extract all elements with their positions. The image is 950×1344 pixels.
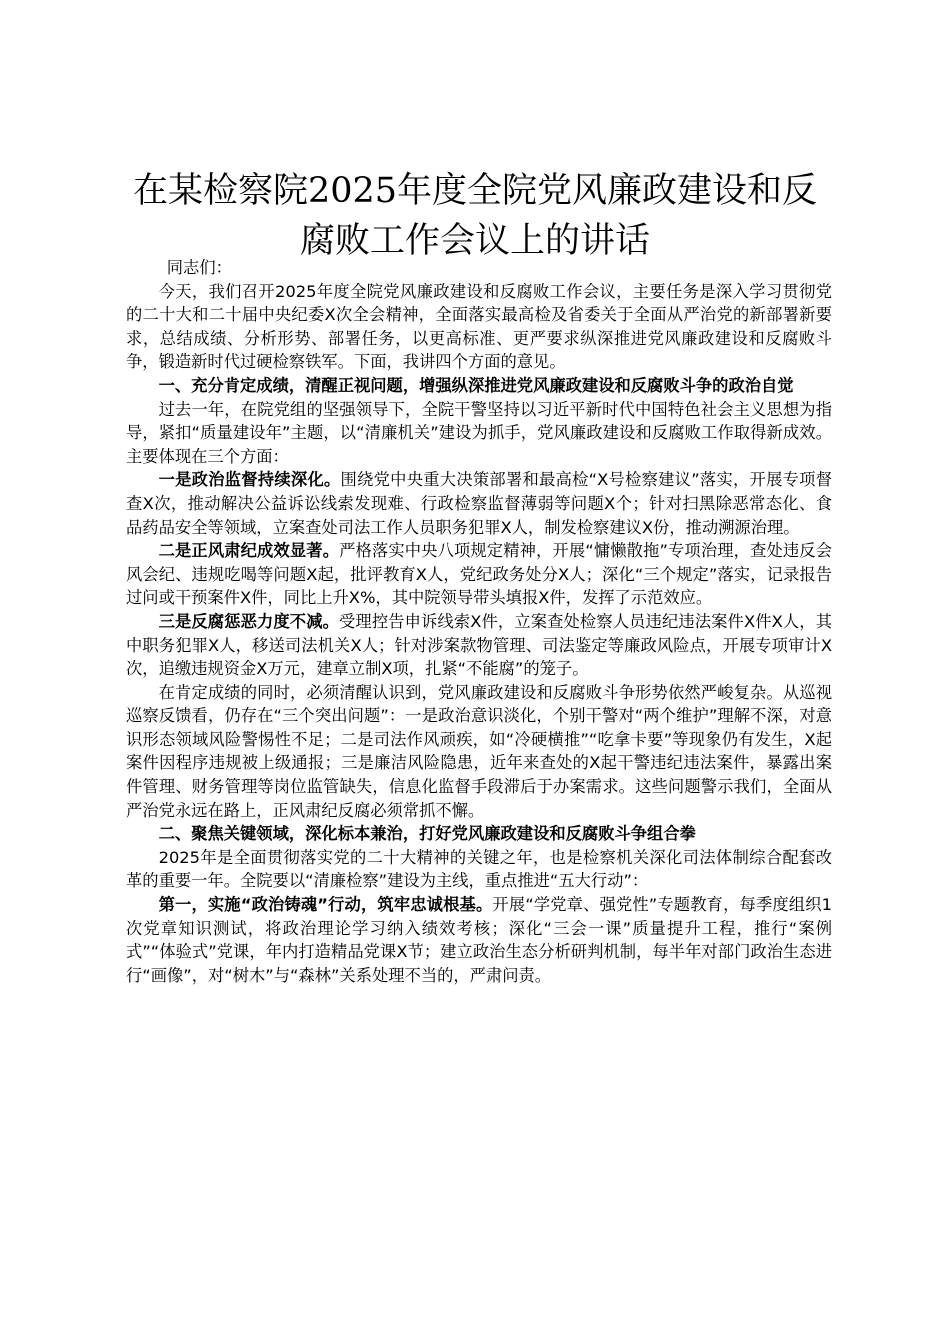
- paragraph-lead: 三是反腐惩恶力度不减。: [158, 611, 340, 631]
- document-title: [110, 166, 840, 266]
- paragraph-lead: 第一，实施“政治铸魂”行动，筑牢忠诚根基。: [158, 895, 493, 915]
- paragraph-lead: 一是政治监督持续深化。: [158, 470, 341, 490]
- document-body: [126, 256, 832, 987]
- title-line-1: 在某检察院2025年度全院党风廉政建设和反: [132, 171, 818, 211]
- section-heading-2: 二、聚焦关键领域，深化标本兼治，打好党风廉政建设和反腐败斗争组合拳: [158, 824, 696, 844]
- paragraph-problems: 在肯定成绩的同时，必须清醒认识到，党风廉政建设和反腐败斗争形势依然严峻复杂。从巡视巡察反馈看，仍存在“三个突出问题”：一是政治意识淡化，个别干警对“两个维护”理解不深，对意识形态领域风险警惕性不足；二是司法作风顽疾，如“冷硬横推”“吃拿卡要”等现象仍有发生，X起案件因程序违规被上级通报；三是廉洁风险隐患，近年来查处的X起干警违纪违法案件，暴露出案件管理、财务管理等岗位监管缺失，信息化监督手段滞后于办案需求。这些问题警示我们，全面从严治党永远在路上，正风肃纪反腐必须常抓不懈。: [126, 682, 832, 820]
- paragraph-intro: 今天，我们召开2025年度全院党风廉政建设和反腐败工作会议，主要任务是深入学习贯彻党的二十大和二十届中央纪委X次全会精神，全面落实最高检及省委关于全面从严治党的新部署新要求，总结成绩、分析形势、部署任务，以更高标准、更严要求纵深推进党风廉政建设和反腐败斗争，锻造新时代过硬检察铁军。下面，我讲四个方面的意见。: [126, 281, 832, 372]
- paragraph-political-action: [126, 893, 832, 987]
- paragraph-text: 受理控告申诉线索X件，立案查处检察人员违纪违法案件X件X人，其中职务犯罪X人，移送司法机关X人；针对涉案款物管理、司法鉴定等廉政风险点，开展专项审计X次，追缴违规资金X万元，建章立制X项，扎紧“不能腐”的笼子。: [126, 611, 832, 679]
- paragraph-text: 严格落实中央八项规定精神，开展“慵懒散拖”专项治理，查处违反会风会纪、违规吃喝等问题X起，批评教育X人，党纪政务处分X人；深化“三个规定”落实，记录报告过问或干预案件X件，同比上升X%，其中院领导带头填报X件，发挥了示范效应。: [126, 541, 832, 608]
- paragraph-text: 围绕党中央重大决策部署和最高检“X号检察建议”落实，开展专项督查X次，推动解决公益诉讼线索发现难、行政检察监督薄弱等问题X个；针对扫黑除恶常态化、食品药品安全等领域，立案查处司法工作人员职务犯罪X人，制发检察建议X份，推动溯源治理。: [126, 470, 832, 537]
- paragraph-five-actions: 2025年是全面贯彻落实党的二十大精神的关键之年，也是检察机关深化司法体制综合配套改革的重要一年。全院要以“清廉检察”建设为主线，重点推进“五大行动”：: [126, 847, 832, 891]
- paragraph-discipline: [126, 539, 832, 610]
- paragraph-lead: 二是正风肃纪成效显著。: [158, 541, 340, 561]
- salutation: 同志们：: [166, 258, 232, 277]
- title-line-2: 腐败工作会议上的讲话: [299, 221, 650, 261]
- paragraph-text: 开展“学党章、强党性”专题教育，每季度组织1次党章知识测试，将政治理论学习纳入绩效考核；深化“三会一课”质量提升工程，推行“案例式”“体验式”党课，年内打造精品党课X节；建立政治生态分析研判机制，每半年对部门政治生态进行“画像”，对“树木”与“森林”关系处理不当的，严肃问责。: [126, 895, 833, 985]
- paragraph-political-supervision: [126, 468, 832, 539]
- paragraph-anticorruption: [126, 610, 832, 681]
- section-heading-1: 一、充分肯定成绩，清醒正视问题，增强纵深推进党风廉政建设和反腐败斗争的政治自觉: [158, 375, 794, 395]
- paragraph-achievements-overview: 过去一年，在院党组的坚强领导下，全院干警坚持以习近平新时代中国特色社会主义思想为指导，紧扣“质量建设年”主题，以“清廉机关”建设为抓手，党风廉政建设和反腐败工作取得新成效。主要体现在三个方面：: [126, 399, 832, 466]
